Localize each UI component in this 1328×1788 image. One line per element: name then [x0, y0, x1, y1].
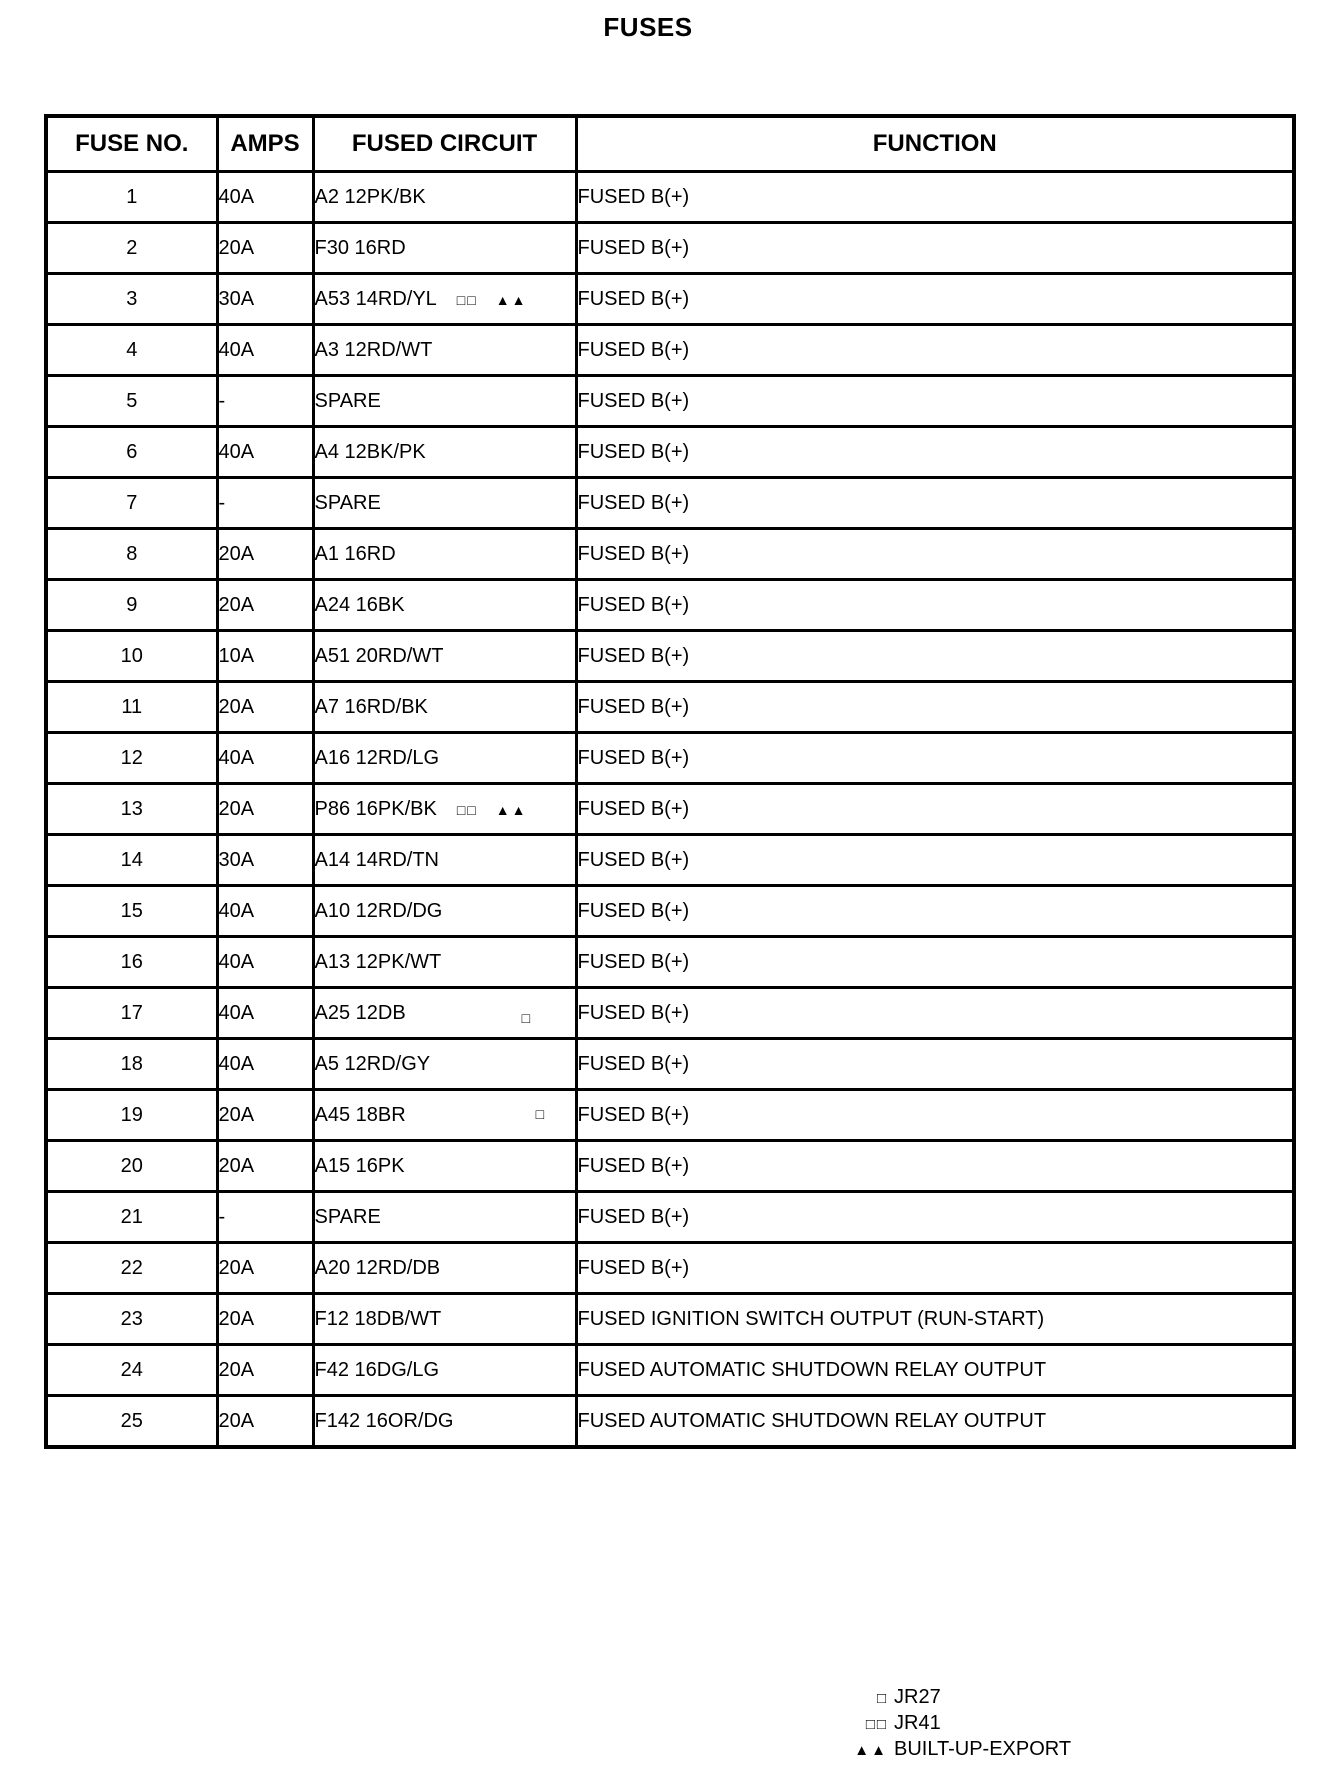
fuse-function: FUSED B(+) — [576, 886, 1294, 937]
fuse-function: FUSED B(+) — [576, 1090, 1294, 1141]
fuse-function: FUSED B(+) — [576, 1141, 1294, 1192]
fuse-number: 2 — [46, 223, 217, 274]
fuse-amps: 20A — [217, 682, 313, 733]
legend-symbol: □ — [876, 1690, 888, 1707]
fuse-amps: 20A — [217, 529, 313, 580]
fuse-function: FUSED IGNITION SWITCH OUTPUT (RUN-START) — [576, 1294, 1294, 1345]
fused-circuit — [313, 1141, 576, 1192]
fuse-amps: 40A — [217, 733, 313, 784]
circuit-code: F12 18DB/WT — [314, 1307, 442, 1330]
fuse-function: FUSED B(+) — [576, 733, 1294, 784]
circuit-code: A2 12PK/BK — [314, 185, 426, 208]
fuse-number: 8 — [46, 529, 217, 580]
built-up-export-marker: ▲▲ — [495, 801, 528, 818]
fuse-number: 20 — [46, 1141, 217, 1192]
circuit-code: F142 16OR/DG — [314, 1409, 454, 1432]
fuse-number: 15 — [46, 886, 217, 937]
fuse-function: FUSED B(+) — [576, 325, 1294, 376]
fused-circuit — [313, 631, 576, 682]
fuse-function: FUSED B(+) — [576, 172, 1294, 223]
fuse-amps: 30A — [217, 274, 313, 325]
table-row — [46, 1090, 1294, 1141]
fuse-function: FUSED B(+) — [576, 529, 1294, 580]
fuse-amps: 20A — [217, 1294, 313, 1345]
circuit-code: A51 20RD/WT — [314, 644, 444, 667]
fused-circuit — [313, 580, 576, 631]
fuse-number: 10 — [46, 631, 217, 682]
circuit-code: A15 16PK — [314, 1154, 405, 1177]
circuit-code: A14 14RD/TN — [314, 848, 439, 871]
fuse-function: FUSED B(+) — [576, 223, 1294, 274]
fuse-amps: 40A — [217, 988, 313, 1039]
fuse-number: 9 — [46, 580, 217, 631]
fused-circuit — [313, 988, 576, 1039]
table-row — [46, 1141, 1294, 1192]
fuse-number: 3 — [46, 274, 217, 325]
fuse-amps: 40A — [217, 325, 313, 376]
table-row — [46, 1192, 1294, 1243]
table-row — [46, 733, 1294, 784]
circuit-code: A3 12RD/WT — [314, 338, 433, 361]
table-row — [46, 886, 1294, 937]
fuse-function: FUSED B(+) — [576, 1243, 1294, 1294]
fused-circuit — [313, 733, 576, 784]
fuse-amps: 20A — [217, 580, 313, 631]
fuse-number: 7 — [46, 478, 217, 529]
fuse-number: 23 — [46, 1294, 217, 1345]
fuse-amps: 40A — [217, 1039, 313, 1090]
fused-circuit — [313, 1396, 576, 1448]
fused-circuit — [313, 835, 576, 886]
fuse-function: FUSED B(+) — [576, 937, 1294, 988]
built-up-export-marker: ▲▲ — [495, 291, 528, 308]
table-row — [46, 172, 1294, 223]
fuse-amps: 10A — [217, 631, 313, 682]
fused-circuit — [313, 937, 576, 988]
fuse-number: 13 — [46, 784, 217, 835]
circuit-code: A4 12BK/PK — [314, 440, 426, 463]
fuse-number: 19 — [46, 1090, 217, 1141]
circuit-code: A53 14RD/YL — [314, 287, 437, 310]
fuse-function: FUSED B(+) — [576, 1039, 1294, 1090]
fuse-function: FUSED B(+) — [576, 784, 1294, 835]
fuse-function: FUSED B(+) — [576, 478, 1294, 529]
fused-circuit — [313, 1192, 576, 1243]
fuse-number: 4 — [46, 325, 217, 376]
fuse-number: 18 — [46, 1039, 217, 1090]
fuse-number: 5 — [46, 376, 217, 427]
fuse-number: 12 — [46, 733, 217, 784]
circuit-code: A13 12PK/WT — [314, 950, 442, 973]
fuse-amps: 20A — [217, 1396, 313, 1448]
fuse-amps: 40A — [217, 886, 313, 937]
legend-item-jr27 — [846, 1684, 1071, 1710]
fuse-function: FUSED B(+) — [576, 274, 1294, 325]
fuse-number: 6 — [46, 427, 217, 478]
fuse-amps: 40A — [217, 427, 313, 478]
circuit-code: SPARE — [314, 1205, 381, 1228]
fused-circuit — [313, 1294, 576, 1345]
fuse-number: 11 — [46, 682, 217, 733]
table-row — [46, 1039, 1294, 1090]
table-row — [46, 631, 1294, 682]
fuse-amps: 20A — [217, 223, 313, 274]
legend-label: JR27 — [894, 1686, 941, 1708]
circuit-code: A20 12RD/DB — [314, 1256, 441, 1279]
circuit-code: A45 18BR — [314, 1103, 406, 1126]
fuse-amps: 20A — [217, 1090, 313, 1141]
fuse-number: 22 — [46, 1243, 217, 1294]
fuse-number: 16 — [46, 937, 217, 988]
header-amps: AMPS — [217, 116, 313, 172]
table-row — [46, 325, 1294, 376]
fuse-function: FUSED B(+) — [576, 1192, 1294, 1243]
fuse-amps: 40A — [217, 937, 313, 988]
header-function: FUNCTION — [576, 116, 1294, 172]
fused-circuit — [313, 376, 576, 427]
header-fuse-no: FUSE NO. — [46, 116, 217, 172]
fused-circuit — [313, 1090, 576, 1141]
fuse-amps: - — [217, 376, 313, 427]
table-row — [46, 835, 1294, 886]
fuse-amps: 20A — [217, 1243, 313, 1294]
fuse-amps: - — [217, 478, 313, 529]
table-row — [46, 1396, 1294, 1448]
fuse-amps: - — [217, 1192, 313, 1243]
fuse-table — [44, 114, 1296, 1449]
table-row — [46, 427, 1294, 478]
fused-circuit — [313, 1243, 576, 1294]
fused-circuit — [313, 223, 576, 274]
jr41-marker: □□ — [456, 801, 478, 818]
page-title: FUSES — [603, 12, 693, 42]
fuse-function: FUSED B(+) — [576, 835, 1294, 886]
table-row — [46, 376, 1294, 427]
circuit-code: A10 12RD/DG — [314, 899, 443, 922]
fuse-function: FUSED B(+) — [576, 427, 1294, 478]
header-fused-circuit: FUSED CIRCUIT — [313, 116, 576, 172]
fused-circuit — [313, 172, 576, 223]
circuit-code: P86 16PK/BK — [314, 797, 437, 820]
table-row — [46, 1243, 1294, 1294]
table-row — [46, 682, 1294, 733]
fuse-function: FUSED AUTOMATIC SHUTDOWN RELAY OUTPUT — [576, 1396, 1294, 1448]
table-row — [46, 223, 1294, 274]
circuit-code: F30 16RD — [314, 236, 406, 259]
fuse-amps: 20A — [217, 784, 313, 835]
table-row — [46, 784, 1294, 835]
circuit-code: A24 16BK — [314, 593, 405, 616]
circuit-code: F42 16DG/LG — [314, 1358, 440, 1381]
fuse-function: FUSED B(+) — [576, 988, 1294, 1039]
fuse-function: FUSED B(+) — [576, 376, 1294, 427]
legend-item-built-up-export — [846, 1736, 1071, 1762]
legend-symbol: □□ — [865, 1716, 888, 1733]
fuse-function: FUSED B(+) — [576, 631, 1294, 682]
fuse-number: 24 — [46, 1345, 217, 1396]
circuit-code: A5 12RD/GY — [314, 1052, 431, 1075]
legend — [846, 1684, 1071, 1762]
legend-item-jr41 — [846, 1710, 1071, 1736]
table-row — [46, 988, 1294, 1039]
circuit-code: A7 16RD/BK — [314, 695, 428, 718]
table-row — [46, 478, 1294, 529]
fuse-number: 14 — [46, 835, 217, 886]
circuit-code: A1 16RD — [314, 542, 396, 565]
fused-circuit — [313, 274, 576, 325]
fuse-amps: 20A — [217, 1345, 313, 1396]
fused-circuit — [313, 784, 576, 835]
fuse-amps: 30A — [217, 835, 313, 886]
fused-circuit — [313, 325, 576, 376]
circuit-code: A16 12RD/LG — [314, 746, 440, 769]
table-header-row — [46, 116, 1294, 172]
jr27-marker: □ — [535, 1105, 547, 1122]
fused-circuit — [313, 478, 576, 529]
fuse-function: FUSED B(+) — [576, 580, 1294, 631]
fuse-number: 1 — [46, 172, 217, 223]
circuit-code: A25 12DB — [314, 1001, 406, 1024]
table-row — [46, 937, 1294, 988]
jr27-marker: □ — [521, 1009, 533, 1026]
table-row — [46, 1294, 1294, 1345]
circuit-code: SPARE — [314, 389, 381, 412]
legend-label: BUILT-UP-EXPORT — [894, 1738, 1072, 1760]
table-row — [46, 274, 1294, 325]
table-row — [46, 580, 1294, 631]
fuse-number: 25 — [46, 1396, 217, 1448]
fused-circuit — [313, 682, 576, 733]
legend-label: JR41 — [894, 1712, 941, 1734]
table-row — [46, 529, 1294, 580]
fuse-number: 21 — [46, 1192, 217, 1243]
fuse-function: FUSED AUTOMATIC SHUTDOWN RELAY OUTPUT — [576, 1345, 1294, 1396]
table-row — [46, 1345, 1294, 1396]
fuse-function: FUSED B(+) — [576, 682, 1294, 733]
fuse-number: 17 — [46, 988, 217, 1039]
fused-circuit — [313, 529, 576, 580]
fused-circuit — [313, 886, 576, 937]
fused-circuit — [313, 1345, 576, 1396]
circuit-code: SPARE — [314, 491, 381, 514]
fuse-amps: 40A — [217, 172, 313, 223]
fuse-amps: 20A — [217, 1141, 313, 1192]
legend-symbol: ▲▲ — [854, 1742, 888, 1759]
fused-circuit — [313, 427, 576, 478]
fused-circuit — [313, 1039, 576, 1090]
jr41-marker: □□ — [456, 291, 478, 308]
